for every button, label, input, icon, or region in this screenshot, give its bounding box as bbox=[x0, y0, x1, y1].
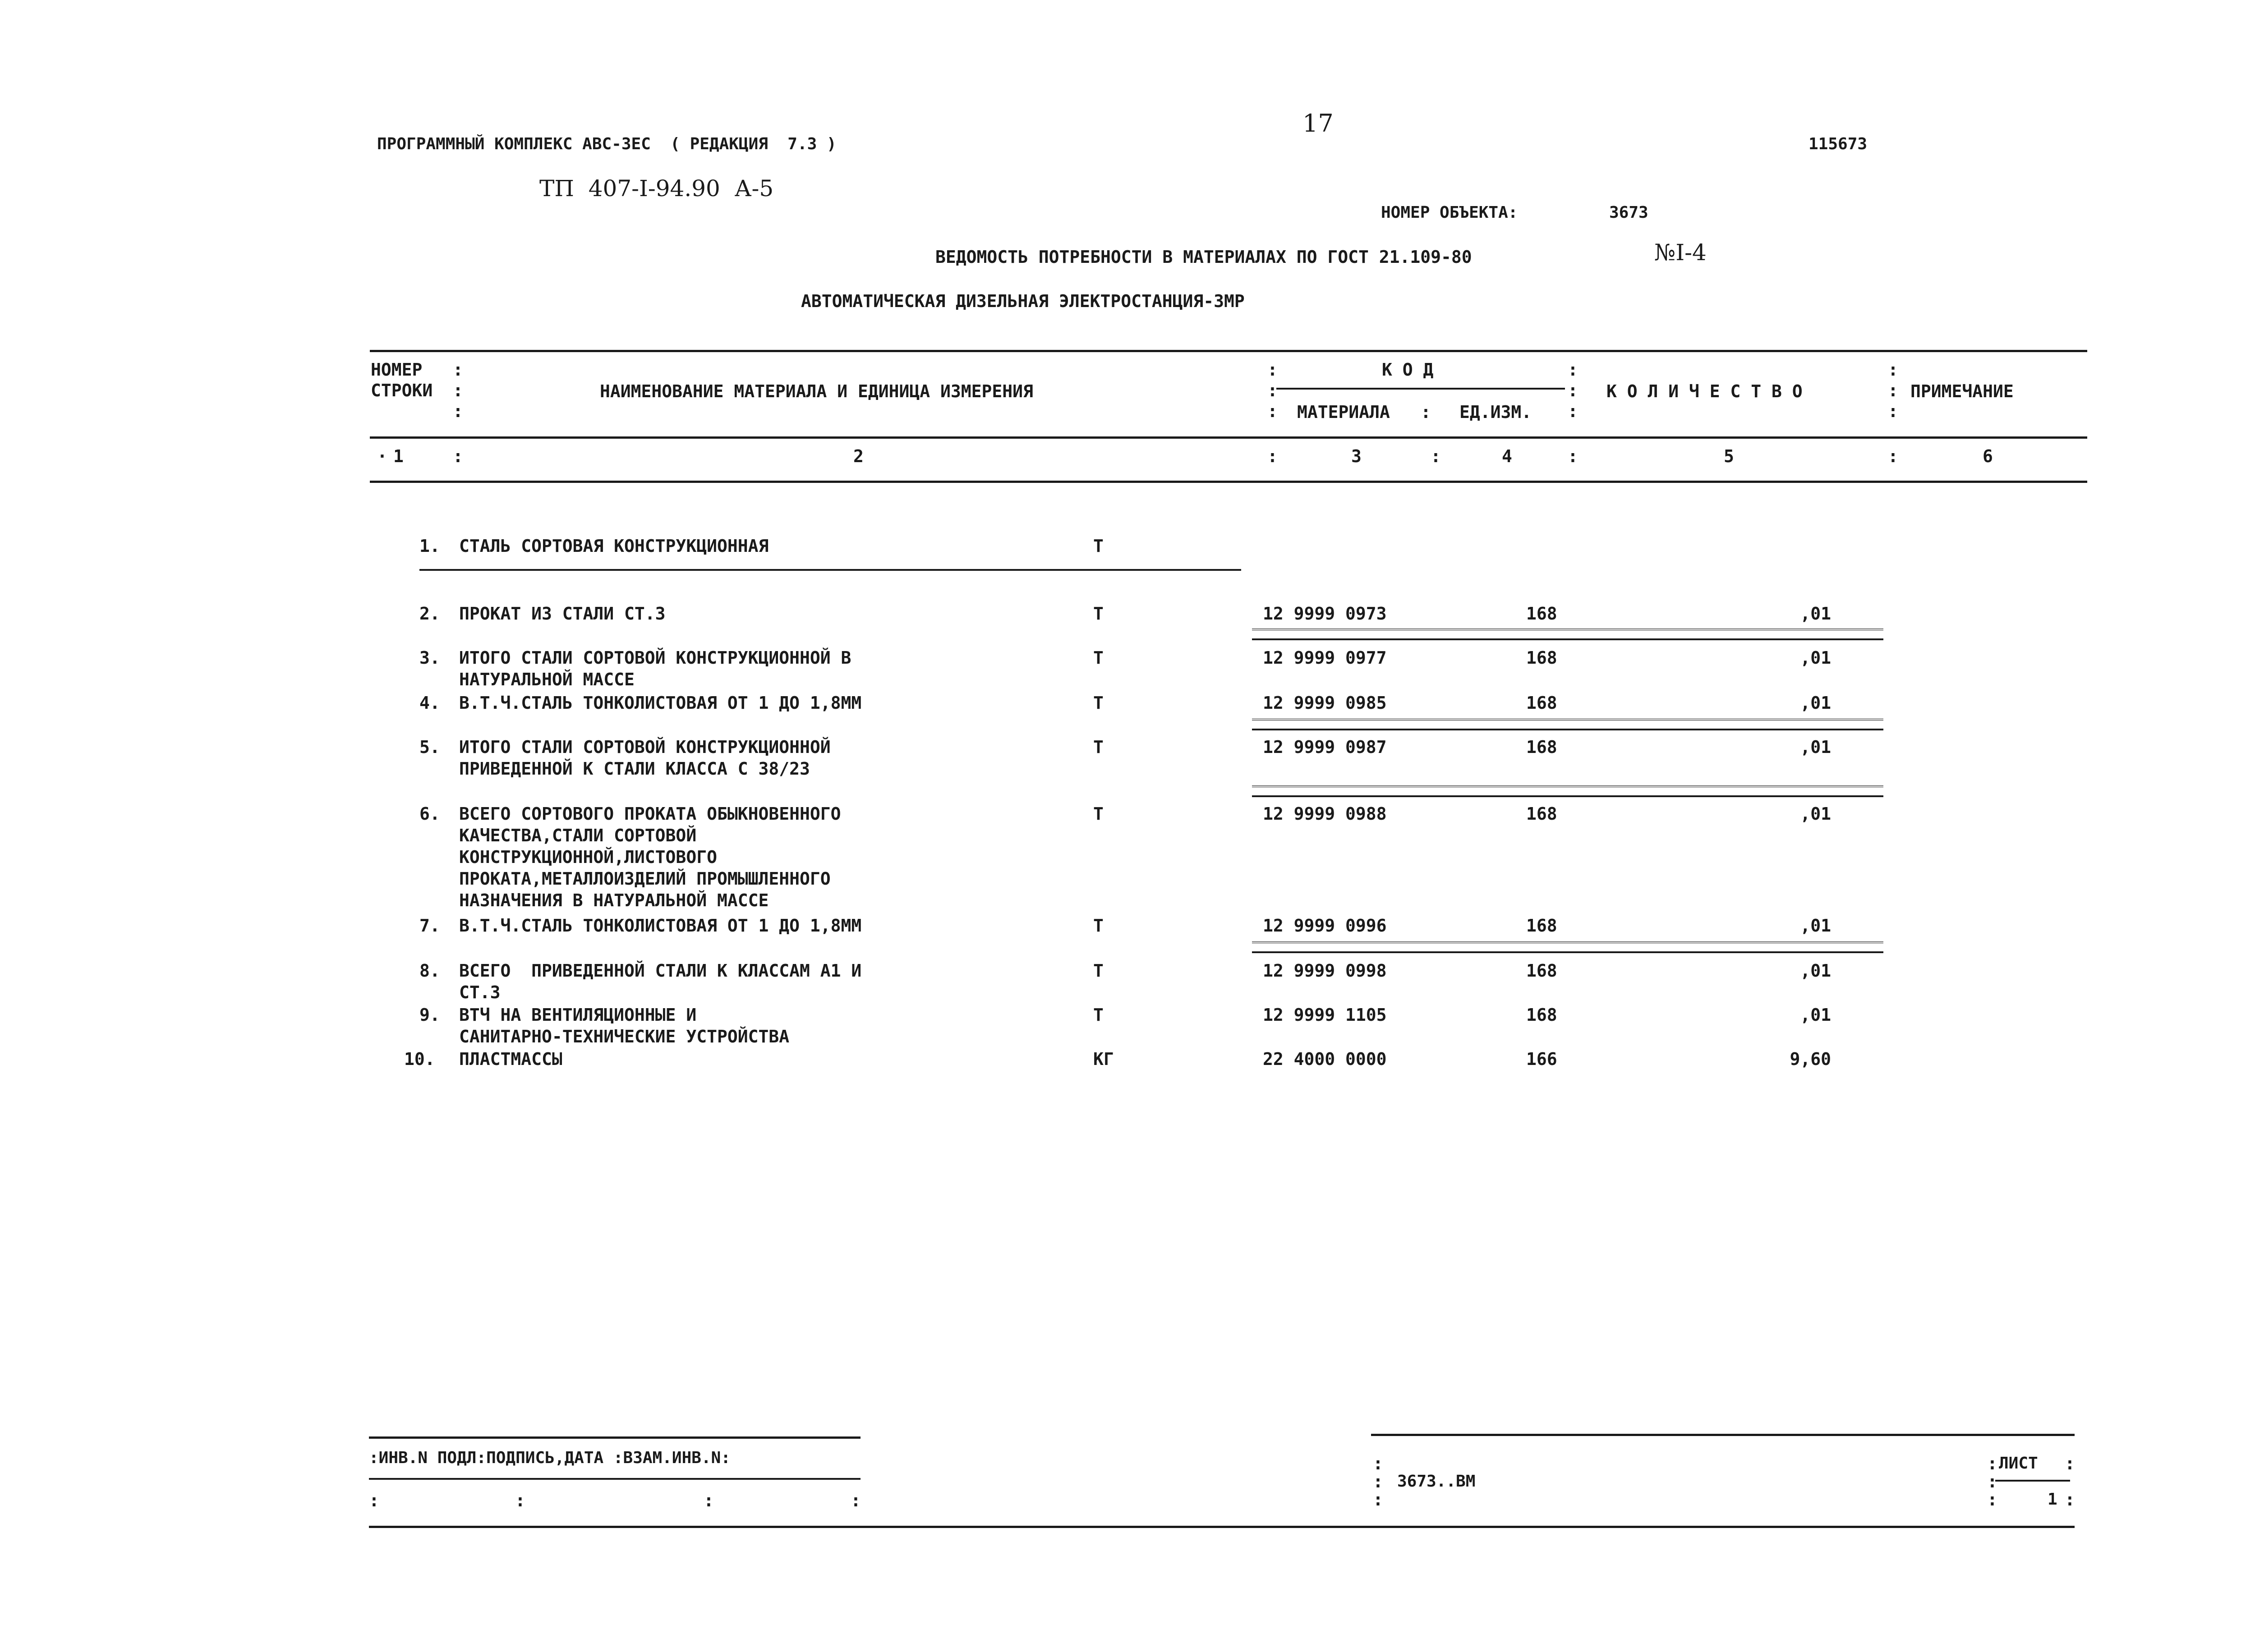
object-number: 3673 bbox=[1609, 203, 1648, 222]
unit-of-measure: Т bbox=[1093, 961, 1104, 981]
unit-code: 168 bbox=[1526, 804, 1557, 824]
document-reference: 3673..ВМ bbox=[1397, 1472, 1476, 1491]
col-separator: : bbox=[1267, 381, 1278, 400]
col-separator: : bbox=[1568, 446, 1578, 466]
material-code: 12 9999 0998 bbox=[1263, 961, 1387, 981]
col-separator: : bbox=[453, 381, 463, 400]
row-number: 6. bbox=[419, 804, 440, 824]
quantity-value: ,01 bbox=[1800, 604, 1831, 624]
material-name: ПЛАСТМАССЫ bbox=[459, 1049, 562, 1069]
stamp-separator: : bbox=[851, 1491, 861, 1510]
col-separator: : bbox=[1888, 381, 1898, 400]
total-double-rule bbox=[1252, 941, 1883, 953]
document-subtitle: АВТОМАТИЧЕСКАЯ ДИЗЕЛЬНАЯ ЭЛЕКТРОСТАНЦИЯ-ЗМР bbox=[801, 291, 1245, 311]
col-separator: : bbox=[1421, 402, 1431, 422]
code-header: К О Д bbox=[1382, 360, 1434, 380]
program-name: ПРОГРАММНЫЙ КОМПЛЕКС АВС-ЗЕС ( РЕДАКЦИЯ 7.3 ) bbox=[377, 135, 837, 153]
unit-of-measure: Т bbox=[1093, 1005, 1104, 1025]
col-index-4: 4 bbox=[1502, 446, 1512, 466]
unit-code: 168 bbox=[1526, 737, 1557, 757]
material-name: В.Т.Ч.СТАЛЬ ТОНКОЛИСТОВАЯ ОТ 1 ДО 1,8ММ bbox=[459, 916, 862, 936]
material-name: СТ.3 bbox=[459, 982, 501, 1002]
object-number-label: НОМЕР ОБЪЕКТА: bbox=[1381, 203, 1518, 222]
unit-code: 168 bbox=[1526, 961, 1557, 981]
material-code: 12 9999 1105 bbox=[1263, 1005, 1387, 1025]
document-code: 115673 bbox=[1809, 135, 1868, 153]
header-bottom-rule bbox=[370, 436, 2087, 439]
unit-code: 168 bbox=[1526, 693, 1557, 713]
stamp-top-rule-right bbox=[1371, 1434, 2075, 1436]
stamp-separator: : bbox=[515, 1491, 525, 1510]
stamp-separator: : bbox=[369, 1491, 379, 1510]
stamp-middle-rule-left bbox=[369, 1478, 861, 1480]
col-separator: : bbox=[453, 446, 463, 466]
row-number: 7. bbox=[419, 916, 440, 936]
row-number: 10. bbox=[404, 1049, 435, 1069]
material-code: 12 9999 0973 bbox=[1263, 604, 1387, 624]
material-name: ВТЧ НА ВЕНТИЛЯЦИОННЫЕ И bbox=[459, 1005, 697, 1025]
stamp-separator: : bbox=[2065, 1454, 2075, 1473]
sheet-label: ЛИСТ bbox=[1999, 1454, 2038, 1473]
quantity-value: ,01 bbox=[1800, 961, 1831, 981]
col-separator: : bbox=[1888, 446, 1898, 466]
stamp-separator: : bbox=[1373, 1490, 1383, 1510]
col-index-6: 6 bbox=[1983, 446, 1993, 466]
stamp-separator: : bbox=[1373, 1454, 1383, 1473]
stamp-header: :ИНВ.N ПОДЛ:ПОДПИСЬ,ДАТА :ВЗАМ.ИНВ.N: bbox=[369, 1449, 731, 1467]
col-separator: : bbox=[1568, 360, 1578, 380]
col-index-5: 5 bbox=[1724, 446, 1734, 466]
document-title: ВЕДОМОСТЬ ПОТРЕБНОСТИ В МАТЕРИАЛАХ ПО ГОСТ 21.109-80 bbox=[935, 247, 1472, 267]
unit-of-measure: Т bbox=[1093, 737, 1104, 757]
material-name: КОНСТРУКЦИОННОЙ,ЛИСТОВОГО bbox=[459, 847, 717, 867]
stamp-separator: : bbox=[1373, 1472, 1383, 1491]
material-name: СТАЛЬ СОРТОВАЯ КОНСТРУКЦИОННАЯ bbox=[459, 536, 769, 556]
row-number: 3. bbox=[419, 648, 440, 668]
col-number-header-line1: НОМЕР bbox=[371, 360, 423, 380]
row-number: 2. bbox=[419, 604, 440, 624]
col-index-1: 1 bbox=[393, 446, 404, 466]
quantity-header: К О Л И Ч Е С Т В О bbox=[1606, 381, 1803, 401]
unit-code: 168 bbox=[1526, 1005, 1557, 1025]
col-separator: : bbox=[1888, 401, 1898, 421]
col-number-header-line2: СТРОКИ bbox=[371, 381, 433, 400]
quantity-value: ,01 bbox=[1800, 693, 1831, 713]
row-number: 9. bbox=[419, 1005, 440, 1025]
sheet-number: 1 bbox=[2048, 1490, 2057, 1509]
col-name-header: НАИМЕНОВАНИЕ МАТЕРИАЛА И ЕДИНИЦА ИЗМЕРЕНИЯ bbox=[600, 381, 1033, 401]
col-separator: : bbox=[453, 360, 463, 380]
row-divider bbox=[419, 569, 1241, 571]
row-number: 8. bbox=[419, 961, 440, 981]
quantity-value: ,01 bbox=[1800, 648, 1831, 668]
col-separator: : bbox=[1568, 401, 1578, 421]
document-title-suffix: №I-4 bbox=[1654, 239, 1707, 266]
material-name: НАТУРАЛЬНОЙ МАССЕ bbox=[459, 670, 635, 689]
col-separator: : bbox=[1568, 381, 1578, 400]
material-name: ПРОКАТ ИЗ СТАЛИ СТ.3 bbox=[459, 604, 666, 624]
quantity-value: ,01 bbox=[1800, 1005, 1831, 1025]
index-bottom-rule bbox=[370, 481, 2087, 483]
material-name: В.Т.Ч.СТАЛЬ ТОНКОЛИСТОВАЯ ОТ 1 ДО 1,8ММ bbox=[459, 693, 862, 713]
material-code: 12 9999 0996 bbox=[1263, 916, 1387, 936]
col-separator: : bbox=[453, 401, 463, 421]
quantity-value: ,01 bbox=[1800, 804, 1831, 824]
quantity-value: 9,60 bbox=[1790, 1049, 1831, 1069]
code-header-rule bbox=[1276, 388, 1565, 390]
code-material-header: МАТЕРИАЛА bbox=[1297, 402, 1390, 422]
stamp-separator: : bbox=[1987, 1472, 1997, 1491]
row-number: 4. bbox=[419, 693, 440, 713]
stamp-separator: : bbox=[1987, 1490, 1997, 1510]
note-header: ПРИМЕЧАНИЕ bbox=[1910, 381, 2014, 401]
unit-of-measure: Т bbox=[1093, 648, 1104, 668]
stamp-separator: : bbox=[704, 1491, 714, 1510]
code-unit-header: ЕД.ИЗМ. bbox=[1459, 402, 1532, 422]
material-code: 22 4000 0000 bbox=[1263, 1049, 1387, 1069]
unit-of-measure: Т bbox=[1093, 693, 1104, 713]
col-separator: : bbox=[1888, 360, 1898, 380]
material-name: ПРИВЕДЕННОЙ К СТАЛИ КЛАССА С 38/23 bbox=[459, 759, 810, 779]
material-code: 12 9999 0985 bbox=[1263, 693, 1387, 713]
col-separator: : bbox=[1267, 401, 1278, 421]
row-number: 1. bbox=[419, 536, 440, 556]
page-number: 17 bbox=[1302, 109, 1334, 138]
material-name: КАЧЕСТВА,СТАЛИ СОРТОВОЙ bbox=[459, 826, 697, 845]
total-double-rule bbox=[1252, 719, 1883, 730]
stamp-top-rule-left bbox=[369, 1436, 861, 1439]
row-number: 5. bbox=[419, 737, 440, 757]
material-name: ИТОГО СТАЛИ СОРТОВОЙ КОНСТРУКЦИОННОЙ В bbox=[459, 648, 851, 668]
unit-of-measure: Т bbox=[1093, 916, 1104, 936]
col-index-2: 2 bbox=[853, 446, 864, 466]
total-double-rule bbox=[1252, 629, 1883, 640]
sheet-rule bbox=[1995, 1480, 2070, 1482]
material-code: 12 9999 0987 bbox=[1263, 737, 1387, 757]
material-code: 12 9999 0977 bbox=[1263, 648, 1387, 668]
material-name: ИТОГО СТАЛИ СОРТОВОЙ КОНСТРУКЦИОННОЙ bbox=[459, 737, 831, 757]
material-code: 12 9999 0988 bbox=[1263, 804, 1387, 824]
material-name: ВСЕГО ПРИВЕДЕННОЙ СТАЛИ К КЛАССАМ А1 И bbox=[459, 961, 862, 981]
material-name: НАЗНАЧЕНИЯ В НАТУРАЛЬНОЙ МАССЕ bbox=[459, 890, 769, 910]
col-index-1: · bbox=[377, 446, 387, 466]
table-top-rule bbox=[370, 350, 2087, 352]
tp-code: ТП 407-I-94.90 А-5 bbox=[539, 175, 774, 202]
unit-code: 168 bbox=[1526, 604, 1557, 624]
quantity-value: ,01 bbox=[1800, 916, 1831, 936]
unit-of-measure: Т bbox=[1093, 536, 1104, 556]
material-name: ВСЕГО СОРТОВОГО ПРОКАТА ОБЫКНОВЕННОГО bbox=[459, 804, 841, 824]
col-index-3: 3 bbox=[1351, 446, 1362, 466]
col-separator: : bbox=[1267, 446, 1278, 466]
unit-code: 166 bbox=[1526, 1049, 1557, 1069]
stamp-separator: : bbox=[2065, 1490, 2075, 1510]
unit-of-measure: КГ bbox=[1093, 1049, 1114, 1069]
unit-of-measure: Т bbox=[1093, 604, 1104, 624]
col-separator: : bbox=[1431, 446, 1441, 466]
total-double-rule bbox=[1252, 785, 1883, 797]
material-name: САНИТАРНО-ТЕХНИЧЕСКИЕ УСТРОЙСТВА bbox=[459, 1027, 790, 1046]
material-name: ПРОКАТА,МЕТАЛЛОИЗДЕЛИЙ ПРОМЫШЛЕННОГО bbox=[459, 869, 831, 889]
unit-code: 168 bbox=[1526, 916, 1557, 936]
unit-of-measure: Т bbox=[1093, 804, 1104, 824]
unit-code: 168 bbox=[1526, 648, 1557, 668]
col-separator: : bbox=[1267, 360, 1278, 380]
quantity-value: ,01 bbox=[1800, 737, 1831, 757]
stamp-bottom-rule bbox=[369, 1526, 2075, 1528]
stamp-separator: : bbox=[1987, 1454, 1997, 1473]
